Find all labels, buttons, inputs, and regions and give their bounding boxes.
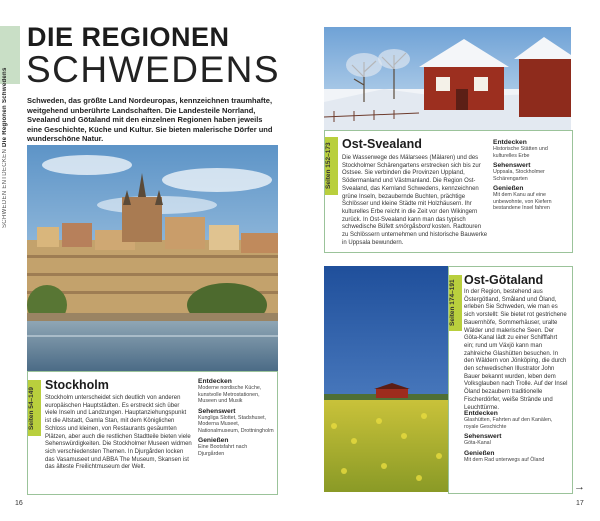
ost-svealand-text [342,155,489,247]
ost-goetaland-entdecken-text: Glashütten, Fahrten auf den Kanälen, royale Geschichte [464,417,553,430]
stockholm-geniessen-text: Eine Bootsfahrt nach Djurgården [198,444,248,457]
stockholm-info-box [27,371,278,495]
intro-text: Schweden, das größte Land Nordeuropas, kennzeichnen traumhafte, weitgehend unberührte Landschaften. Die Landesteile Norrland, Svealand und Götaland mit den einzelnen Regionen haben jeweils eine Geschichte, Küche und Kultur. Sie bieten malerische Dörfer und wunderschöne Natur. [27,96,273,143]
stockholm-sehenswert-text: Kungliga Slottet, Stadshuset, Moderna Museet, Nationalmuseum, Drottningholm [198,414,274,434]
ost-svealand-facts [493,139,569,212]
side-running-head [2,67,18,228]
ost-goetaland-geniessen-text: Mit dem Rad unterwegs auf Öland [464,456,545,463]
stockholm-entdecken-text: Moderne nordische Küche, kunstvolle Metrostationen, Museen und Musik [198,385,262,404]
stockholm-facts [198,378,274,457]
ost-goetaland-sehenswert-text: Göta-Kanal [464,440,491,446]
ost-svealand-geniessen-text: Mit dem Kanu auf eine unbewohnte, von Kiefern bestandene Insel fahren [493,192,552,211]
page-number-right: 17 [576,500,584,507]
ost-svealand-page-ref: Seiten 152–173 [325,137,338,195]
ost-goetaland-text: In der Region, bestehend aus Östergötland, Småland und Öland, erleben Sie Schweden, wie man es sich vorstellt: Sie bietet rot gestrichene Bauernhöfe, Sommerhäuser, uralte Wälder und malerische Seen. Der Göta-Kanal lädt zu einer Schifffahrt ein; rund um Växjö kann man zahlreiche Glashütten besuchen. In den Wäldern von Jönköping, die durch den schwedischen Illustrator John Bauer bekannt wurden, leben dem Volksglauben nach Trolle. Auf der Insel Öland bezaubern traditionelle Fischerdörfer, weiße Strände und Leuchttürme. [464,289,568,411]
ost-goetaland-page-ref: Seiten 174–191 [449,275,462,331]
next-page-arrow-icon[interactable]: → [574,481,585,493]
ost-goetaland-facts [464,410,568,463]
side-label-section: SCHWEDEN ENTDECKEN [2,148,8,228]
ost-svealand-photo [324,27,571,130]
ost-svealand-info-box [324,130,573,253]
ost-goetaland-heading: Ost-Götaland [464,273,544,287]
ost-svealand-sehenswert-text: Uppsala, Stockholmer Schärengarten [493,169,545,182]
stockholm-text: Stockholm unterscheidet sich deutlich von anderen europäischen Hauptstädten. Es erstreckt sich über viele Inseln und Landzungen. Hauptanziehungspunkt ist die Altstadt, Gamla Stan, mit dem Königlichen Schloss und kleinen, von Restaurants gesäumten Plätzen, aber auch die restlichen Stadtteile bieten viele Sehenswürdigkeiten. Die Stockholmer Museen widmen sich verschiedensten Themen. In Djurgården locken das Vasamuseet und ABBA The Museum, Skansen ist das älteste Freilichtmuseum der Welt. [45,395,192,471]
ost-goetaland-geniessen-heading: Genießen [464,449,495,457]
ost-svealand-entdecken-heading: Entdecken [493,139,527,146]
ost-svealand-sehenswert-heading: Sehenswert [493,162,531,169]
stockholm-geniessen-heading: Genießen [198,437,229,444]
page-title-line2: SCHWEDENS [26,49,281,90]
ost-goetaland-sehenswert-heading: Sehenswert [464,433,502,440]
ost-svealand-geniessen-heading: Genießen [493,185,524,192]
ost-svealand-heading: Ost-Svealand [342,137,422,151]
stockholm-entdecken-heading: Entdecken [198,378,232,385]
ost-svealand-text-part2: kosten. Radtouren zu Schlössern unternehmen und historische Bauwerke in Uppsala bewundern. [342,224,488,246]
stockholm-photo [27,145,278,371]
ost-goetaland-entdecken-heading: Entdecken [464,410,498,417]
page-number-left: 16 [15,500,23,507]
stockholm-heading: Stockholm [45,378,109,392]
ost-svealand-text-italic: smörgåsbord [395,224,431,231]
stockholm-sehenswert-heading: Sehenswert [198,407,236,415]
page-title-line1: DIE REGIONEN [27,22,230,52]
side-label-chapter: Die Regionen Schwedens [2,67,8,147]
ost-goetaland-info-box [448,266,573,494]
ost-svealand-entdecken-text: Historische Stätten und kulturelles Erbe [493,146,548,159]
stockholm-page-ref: Seiten 54–149 [28,380,41,436]
ost-goetaland-photo [324,266,448,492]
ost-svealand-text-part1: Die Wasserwege des Mälarsees (Mälaren) und des Stockholmer Schärengartens erstrecken sich bis zur Ostsee. Sie verbinden die Provinzen Uppland, Södermanland und Västmanland. Die Region Ost-Svealand, das Kernland Schwedens, kennzeichnen grüne Inseln, bezaubernde Buchten, prächtige Schlösser und kleine Städte mit Holzhäusern. Ihr kulturelles Erbe reicht in die Zeit vor den Wikingern zurück. In Ost-Svealand kann man das typisch schwedische Büfett [342,155,481,231]
